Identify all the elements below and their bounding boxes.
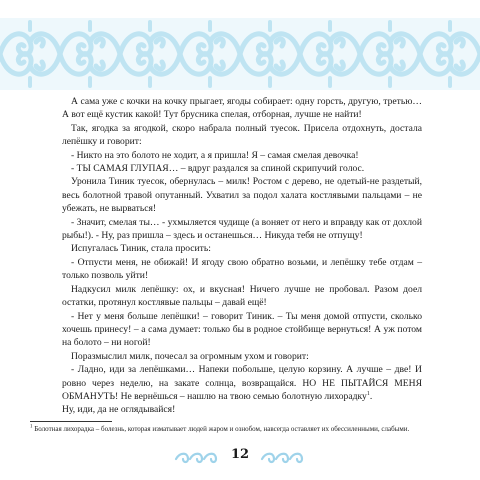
paragraph: Надкусил милк лепёшку: ох, и вкусная! Ничего лучше не пробовал. Разом доел остатки, протянул костлявые пальцы – давай ещё! (62, 283, 422, 309)
dialog-line: - Ладно, иди за лепёшками… Напеки побольше, целую корзину. А лучше – две! И ровно через неделю, на закате солнца, возвращайся. НО НЕ ПЫТАЙСЯ МЕНЯ ОБМАНУТЬ! Не вернёшься – нашлю на твою семью болотную лихорадку$^1$. (62, 364, 422, 402)
paragraph: Уронила Тиник туесок, обернулась – милк! Ростом с дерево, не одетый-не раздетый, весь болотной травой опутанный. Ухватил за подол халата костлявыми пальцами – не убежать, не вырваться! (62, 176, 422, 215)
footnote-text: Болотная лихорадка – болезнь, которая изматывает людей жаром и ознобом, навсегда оставляет их обессиленными, слабыми. (34, 425, 410, 433)
top-ornament-band (0, 18, 480, 90)
footnote-divider (30, 421, 112, 422)
dialog-text: - Ладно, иди за лепёшками… Напеки побольше, целую корзину. А лучше – две! И ровно через неделю, на закате солнца, возвращайся. НО НЕ ПЫТАЙСЯ МЕНЯ ОБМАНУТЬ! Не вернёшься – нашлю на твою семью болотную лихорадку (62, 364, 422, 402)
footnote (30, 425, 460, 434)
dialog-line: - Отпусти меня, не обижай! И ягоду свою обратно возьми, и лепёшку тебе отдам – только позволь уйти! (62, 256, 422, 282)
paragraph: Испугалась Тиник, стала просить: (71, 243, 211, 255)
dialog-line: - Никто на это болото не ходит, а я пришла! Я – самая смелая девочка! (71, 149, 359, 161)
dialog-line: - ТЫ САМАЯ ГЛУПАЯ… – вдруг раздался за спиной скрипучий голос. (71, 163, 365, 175)
dialog-line: - Нет у меня больше лепёшки! – говорит Тиник. – Ты меня домой отпусти, сколько хочешь принесу! – а сама думает: только бы в родное стойбище вернуться! А уж потом на болото – ни ногой! (62, 310, 422, 349)
footnote-marker: 1 (30, 424, 33, 430)
paragraph: Поразмыслил милк, почесал за огромным ухом и говорит: (71, 350, 309, 362)
page-number: 12 (230, 447, 250, 462)
paragraph: А сама уже с кочки на кочку прыгает, ягоды собирает: одну горсть, другую, третью… А вот ещё кустик какой! Тут брусника спелая, отборная, лучше не найти! (62, 96, 422, 121)
dialog-line: - Значит, смелая ты… - ухмыляется чудище (а воняет от него и вправду как от дохлой рыбы!). - Ну, раз пришла – здесь и останешься… Никуда тебя не отпущу! (62, 216, 422, 242)
paragraph: Ну, иди, да не оглядывайся! (62, 404, 176, 416)
story-text (62, 95, 422, 417)
paragraph: Так, ягодка за ягодкой, скоро набрала полный туесок. Присела отдохнуть, достала лепёшку и говорит: (62, 122, 422, 148)
footnote-reference[interactable]: 1 (366, 390, 370, 397)
